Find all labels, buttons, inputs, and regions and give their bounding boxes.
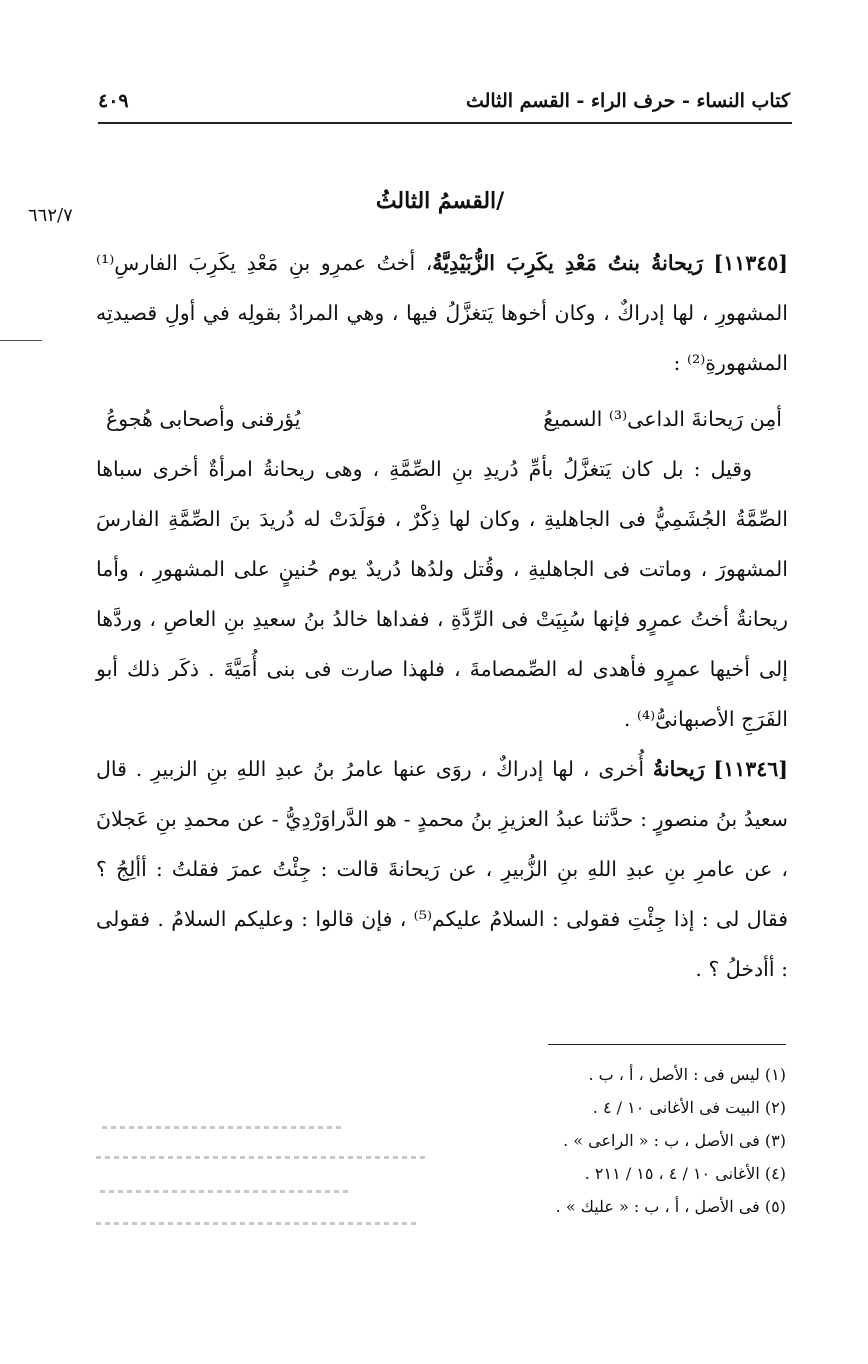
margin-reference: ٦٦٢/٧: [28, 205, 73, 226]
entry-number: [١١٣٤٦]: [713, 757, 788, 781]
entry-name: رَيحانةُ: [652, 757, 705, 781]
entry-name: رَيحانةُ بنتُ مَعْدِ يكَرِبَ الزُّبَيْدِيَّةُ: [432, 251, 703, 275]
section-heading: /القسمُ الثالثُ: [375, 188, 505, 214]
faded-print-traces: [92, 1120, 432, 1240]
main-text: [96, 238, 788, 994]
footnote: (١) ليس فى : الأصل ، أ ، ب .: [588, 1065, 786, 1084]
footnote: (٤) الأغانى ١٠ / ٤ ، ١٥ / ٢١١ .: [584, 1164, 786, 1183]
entry-1346: [96, 744, 788, 994]
faded-trace: [102, 1126, 342, 1129]
page-number: ٤٠٩: [98, 90, 129, 112]
footnote: (٣) فى الأصل ، ب : « الراعى » .: [563, 1131, 786, 1150]
footnote: (٥) فى الأصل ، أ ، ب : « عليك » .: [555, 1197, 786, 1216]
margin-mark: [0, 340, 42, 341]
verse-first-hemistich: أمِن رَيحانةَ الداعى⁽³⁾ السميعُ: [543, 407, 782, 431]
entry-text: المرادُ بقولِه في أولِ قصيدتِه المشهورةِ⁽²⁾ :: [96, 301, 788, 375]
entry-text: مَعْدِ يكَرِبَ الفارسِ⁽¹⁾ المشهورِ ، لها إدراكٌ ، وكان أخوها يَتغزَّلُ فيها ، وهي: [96, 251, 788, 325]
paragraph: وقيل : بل كان يَتغزَّلُ بأمِّ دُريدِ بنِ الصِّمَّةِ ، وهى ريحانةُ امرأةٌ أخرى سباها الصِّمَّةُ الجُشَمِيُّ فى الجاهليةِ ، وكان لها ذِكْرٌ ، فوَلَدَتْ له دُريدَ بنَ الصِّمَّةِ الفارسَ المشهورَ ، وماتت فى الجاهليةِ ، وقُتل ولدُها دُريدٌ يوم حُنينٍ على المشهورِ ، وأما ريحانةُ أختُ عمرٍو فإنها سُبِيَتْ فى الرِّدَّةِ ، ففداها خالدُ بنُ سعيدِ بنِ العاصِ ، وردَّها إلى أخيها عمرٍو فأهدى له الصِّمصامةَ ، فلهذا صارت فى بنى أُمَيَّةَ . ذكَر ذلك أبو الفَرَجِ الأصبهانىُّ⁽⁴⁾ .: [96, 457, 788, 731]
entry-text: ، أختُ عمرِو بنِ: [288, 251, 433, 275]
header-rule: [98, 122, 792, 124]
header-title: كتاب النساء - حرف الراء - القسم الثالث: [465, 90, 790, 112]
entry-text: أُخرى ، لها إدراكٌ ، روَى عنها عامرُ بنُ عبدِ اللهِ بنِ الزبيرِ . قال سعيدُ بنُ منصورٍ : حدَّثنا عبدُ العزيزِ بنُ محمدٍ - هو الدَّراوَرْدِيُّ - عن محمدِ بنِ عَجلانَ ، عن عامرِ بنِ عبدِ اللهِ بنِ الزُّبيرِ ، عن رَيحانةَ قالت : جِئْتُ عمرَ فقلتُ : أألِجُ ؟ فقال لى : إذا جِئْتِ فقولى : السلامُ عليكم⁽⁵⁾ ، فإن قالوا : وعليكم السلامُ . فقولى : أأدخلُ ؟ .: [96, 757, 788, 981]
footnote: (٢) البيت فى الأغانى ١٠ / ٤ .: [592, 1098, 786, 1117]
footnote-rule: [548, 1044, 786, 1045]
verse-second-hemistich: يُؤرقنى وأصحابى هُجوعُ: [106, 407, 301, 431]
faded-trace: [100, 1190, 350, 1193]
faded-trace: [96, 1156, 426, 1159]
poem-verse: [96, 394, 788, 444]
faded-trace: [96, 1222, 416, 1225]
entry-number: [١١٣٤٥]: [713, 251, 788, 275]
footnotes: [430, 1058, 786, 1223]
entry-1345-first-line: [96, 238, 788, 388]
running-header: [98, 86, 790, 120]
